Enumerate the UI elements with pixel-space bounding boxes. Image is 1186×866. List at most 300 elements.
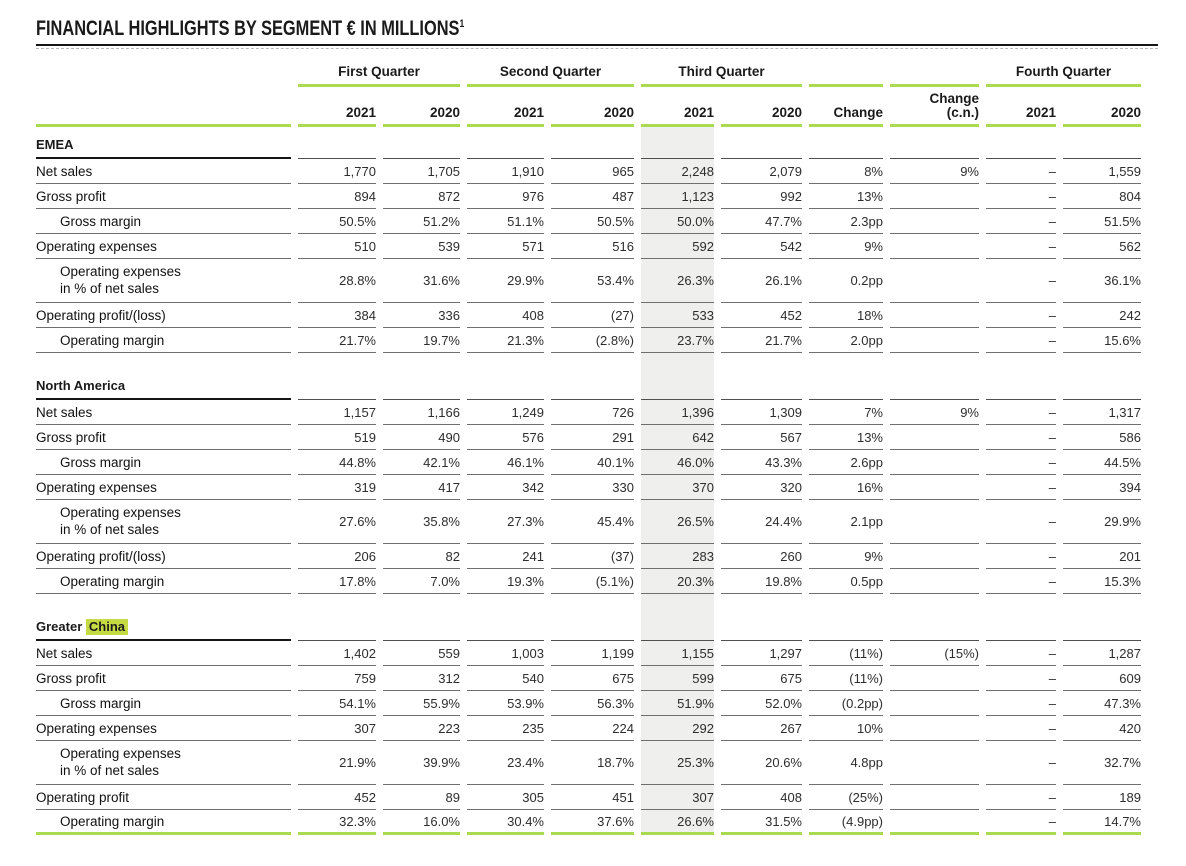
section-header-cell xyxy=(890,127,979,159)
value-cell: 27.3% xyxy=(467,500,544,544)
value-cell: 26.1% xyxy=(721,259,802,303)
value-cell: 19.7% xyxy=(383,328,460,353)
table-row xyxy=(36,400,1141,425)
value-cell: 1,297 xyxy=(721,641,802,666)
value-cell: 15.6% xyxy=(1063,328,1141,353)
value-cell: 30.4% xyxy=(467,810,544,835)
value-cell: 292 xyxy=(641,716,714,741)
value-cell: 320 xyxy=(721,475,802,500)
row-label: Operating margin xyxy=(36,810,291,835)
value-cell: 44.5% xyxy=(1063,450,1141,475)
section-header-cell xyxy=(721,368,802,400)
value-cell: 267 xyxy=(721,716,802,741)
value-cell: – xyxy=(986,159,1056,184)
value-cell: – xyxy=(986,785,1056,810)
value-cell: (2.8%) xyxy=(551,328,634,353)
spacer-cell xyxy=(383,353,460,368)
value-cell xyxy=(890,303,979,328)
value-cell: 21.9% xyxy=(298,741,376,785)
section-name xyxy=(36,368,291,400)
section-name-highlight: China xyxy=(86,619,128,635)
page-title-text: FINANCIAL HIGHLIGHTS BY SEGMENT € IN MILLIONS xyxy=(36,17,460,40)
value-cell: 23.4% xyxy=(467,741,544,785)
value-cell: – xyxy=(986,259,1056,303)
section-header-cell xyxy=(467,609,544,641)
col-q3-2020: 2020 xyxy=(721,87,802,127)
table-row xyxy=(36,475,1141,500)
value-cell: 24.4% xyxy=(721,500,802,544)
value-cell: 28.8% xyxy=(298,259,376,303)
value-cell: 235 xyxy=(467,716,544,741)
spacer-cell xyxy=(721,594,802,609)
value-cell: 452 xyxy=(298,785,376,810)
value-cell xyxy=(890,259,979,303)
section-header-row xyxy=(36,368,1141,400)
value-cell: 1,910 xyxy=(467,159,544,184)
table-row xyxy=(36,666,1141,691)
value-cell: 224 xyxy=(551,716,634,741)
section-header-cell xyxy=(551,127,634,159)
value-cell: – xyxy=(986,303,1056,328)
spacer-cell xyxy=(467,594,544,609)
corner-cell xyxy=(36,57,291,87)
section-header-cell xyxy=(721,127,802,159)
value-cell: (27) xyxy=(551,303,634,328)
value-cell xyxy=(890,716,979,741)
value-cell: 1,166 xyxy=(383,400,460,425)
row-label xyxy=(36,500,291,544)
row-label-line1: Operating expenses xyxy=(60,505,181,520)
value-cell: 2.0pp xyxy=(809,328,883,353)
spacer-cell xyxy=(551,353,634,368)
value-cell: 420 xyxy=(1063,716,1141,741)
section-header-cell xyxy=(383,127,460,159)
value-cell: 976 xyxy=(467,184,544,209)
value-cell xyxy=(890,691,979,716)
value-cell: 50.0% xyxy=(641,209,714,234)
value-cell: – xyxy=(986,691,1056,716)
value-cell: 242 xyxy=(1063,303,1141,328)
value-cell: (0.2pp) xyxy=(809,691,883,716)
value-cell: 1,402 xyxy=(298,641,376,666)
value-cell: 9% xyxy=(890,159,979,184)
section-header-cell xyxy=(551,609,634,641)
spacer-cell xyxy=(641,594,714,609)
section-header-row xyxy=(36,127,1141,159)
spacer-cell xyxy=(467,353,544,368)
value-cell: 804 xyxy=(1063,184,1141,209)
value-cell: – xyxy=(986,450,1056,475)
table-row xyxy=(36,810,1141,835)
value-cell: – xyxy=(986,716,1056,741)
value-cell: 29.9% xyxy=(467,259,544,303)
value-cell: 40.1% xyxy=(551,450,634,475)
value-cell xyxy=(890,328,979,353)
row-label: Gross margin xyxy=(36,209,291,234)
col-q1-2020: 2020 xyxy=(383,87,460,127)
value-cell: 0.2pp xyxy=(809,259,883,303)
value-cell: – xyxy=(986,569,1056,594)
value-cell: 307 xyxy=(641,785,714,810)
value-cell: 46.1% xyxy=(467,450,544,475)
value-cell: 452 xyxy=(721,303,802,328)
value-cell: 490 xyxy=(383,425,460,450)
row-label: Operating profit xyxy=(36,785,291,810)
segment-financials-table xyxy=(29,57,1148,835)
group-first-quarter: First Quarter xyxy=(298,57,460,87)
row-label xyxy=(36,259,291,303)
value-cell: 26.3% xyxy=(641,259,714,303)
value-cell: – xyxy=(986,666,1056,691)
value-cell: 370 xyxy=(641,475,714,500)
value-cell: 1,705 xyxy=(383,159,460,184)
value-cell: 2.6pp xyxy=(809,450,883,475)
value-cell: 223 xyxy=(383,716,460,741)
table-row xyxy=(36,234,1141,259)
value-cell: 539 xyxy=(383,234,460,259)
value-cell: 675 xyxy=(551,666,634,691)
value-cell: 206 xyxy=(298,544,376,569)
value-cell: (4.9pp) xyxy=(809,810,883,835)
value-cell: 23.7% xyxy=(641,328,714,353)
section-spacer xyxy=(36,353,1141,368)
row-label: Gross profit xyxy=(36,184,291,209)
value-cell: 2,248 xyxy=(641,159,714,184)
value-cell: 52.0% xyxy=(721,691,802,716)
value-cell: 51.1% xyxy=(467,209,544,234)
value-cell: 609 xyxy=(1063,666,1141,691)
row-label: Net sales xyxy=(36,400,291,425)
section-header-cell xyxy=(298,609,376,641)
value-cell: 510 xyxy=(298,234,376,259)
value-cell: 872 xyxy=(383,184,460,209)
value-cell: 27.6% xyxy=(298,500,376,544)
value-cell: 336 xyxy=(383,303,460,328)
value-cell: 10% xyxy=(809,716,883,741)
table-row xyxy=(36,691,1141,716)
value-cell: 992 xyxy=(721,184,802,209)
value-cell: 51.2% xyxy=(383,209,460,234)
col-q2-2021: 2021 xyxy=(467,87,544,127)
value-cell: 13% xyxy=(809,425,883,450)
value-cell: – xyxy=(986,328,1056,353)
value-cell: 8% xyxy=(809,159,883,184)
value-cell: 46.0% xyxy=(641,450,714,475)
value-cell: 1,157 xyxy=(298,400,376,425)
table-row xyxy=(36,328,1141,353)
value-cell: 319 xyxy=(298,475,376,500)
value-cell xyxy=(890,425,979,450)
row-label-line1: Operating expenses xyxy=(60,746,181,761)
table-row xyxy=(36,785,1141,810)
value-cell: 39.9% xyxy=(383,741,460,785)
value-cell: 19.8% xyxy=(721,569,802,594)
value-cell xyxy=(890,810,979,835)
value-cell: 20.6% xyxy=(721,741,802,785)
value-cell: 562 xyxy=(1063,234,1141,259)
value-cell: 384 xyxy=(298,303,376,328)
spacer-cell xyxy=(809,353,883,368)
row-label: Operating expenses xyxy=(36,716,291,741)
value-cell: 37.6% xyxy=(551,810,634,835)
value-cell: 540 xyxy=(467,666,544,691)
col-change: Change xyxy=(809,87,883,127)
value-cell: 54.1% xyxy=(298,691,376,716)
value-cell: (5.1%) xyxy=(551,569,634,594)
title-rule-secondary xyxy=(36,48,1158,49)
table-row xyxy=(36,259,1141,303)
table-row xyxy=(36,741,1141,785)
row-label-line2: in % of net sales xyxy=(60,521,160,537)
value-cell: 29.9% xyxy=(1063,500,1141,544)
value-cell: 1,309 xyxy=(721,400,802,425)
value-cell xyxy=(890,569,979,594)
quarter-group-row xyxy=(36,57,1141,87)
group-second-quarter: Second Quarter xyxy=(467,57,634,87)
value-cell: 567 xyxy=(721,425,802,450)
value-cell xyxy=(890,184,979,209)
value-cell: 44.8% xyxy=(298,450,376,475)
value-cell: – xyxy=(986,475,1056,500)
col-change-cn-line1: Change xyxy=(929,91,979,106)
section-header-cell xyxy=(298,368,376,400)
value-cell xyxy=(890,785,979,810)
value-cell: 25.3% xyxy=(641,741,714,785)
value-cell: 260 xyxy=(721,544,802,569)
page-title-footnote: 1 xyxy=(459,18,465,30)
value-cell: 642 xyxy=(641,425,714,450)
section-header-cell xyxy=(551,368,634,400)
value-cell: 36.1% xyxy=(1063,259,1141,303)
row-label: Net sales xyxy=(36,159,291,184)
col-change-cn-line2: (c.n.) xyxy=(946,105,979,120)
section-header-cell xyxy=(298,127,376,159)
value-cell: (25%) xyxy=(809,785,883,810)
value-cell: 1,123 xyxy=(641,184,714,209)
value-cell: 1,003 xyxy=(467,641,544,666)
value-cell: 599 xyxy=(641,666,714,691)
section-header-cell xyxy=(986,609,1056,641)
table-row xyxy=(36,500,1141,544)
value-cell: 51.5% xyxy=(1063,209,1141,234)
row-label: Gross margin xyxy=(36,691,291,716)
table-row xyxy=(36,641,1141,666)
value-cell: 19.3% xyxy=(467,569,544,594)
table-row xyxy=(36,544,1141,569)
section-name xyxy=(36,609,291,641)
section-header-cell xyxy=(383,609,460,641)
value-cell: – xyxy=(986,425,1056,450)
value-cell: 47.3% xyxy=(1063,691,1141,716)
value-cell: 9% xyxy=(809,234,883,259)
value-cell: 1,396 xyxy=(641,400,714,425)
spacer-cell xyxy=(551,594,634,609)
value-cell: 576 xyxy=(467,425,544,450)
row-label: Gross margin xyxy=(36,450,291,475)
col-q1-2021: 2021 xyxy=(298,87,376,127)
value-cell: 201 xyxy=(1063,544,1141,569)
value-cell xyxy=(890,666,979,691)
value-cell xyxy=(890,475,979,500)
value-cell: 15.3% xyxy=(1063,569,1141,594)
value-cell: 26.6% xyxy=(641,810,714,835)
value-cell: 51.9% xyxy=(641,691,714,716)
section-header-row xyxy=(36,609,1141,641)
row-label: Operating margin xyxy=(36,569,291,594)
value-cell: 16% xyxy=(809,475,883,500)
table-header xyxy=(36,57,1141,127)
value-cell: 7% xyxy=(809,400,883,425)
value-cell: 592 xyxy=(641,234,714,259)
label-column-header xyxy=(36,87,291,127)
section-header-cell xyxy=(890,368,979,400)
value-cell: – xyxy=(986,741,1056,785)
section-header-cell xyxy=(986,127,1056,159)
spacer-cell xyxy=(298,353,376,368)
table-body xyxy=(36,127,1141,835)
page-title xyxy=(36,12,911,41)
value-cell: – xyxy=(986,234,1056,259)
value-cell: 1,287 xyxy=(1063,641,1141,666)
spacer-cell xyxy=(890,594,979,609)
spacer-cell xyxy=(383,594,460,609)
spacer-cell xyxy=(641,353,714,368)
col-q4-2020: 2020 xyxy=(1063,87,1141,127)
section-header-cell xyxy=(467,127,544,159)
value-cell: 56.3% xyxy=(551,691,634,716)
row-label: Operating margin xyxy=(36,328,291,353)
value-cell: (11%) xyxy=(809,666,883,691)
section-header-cell xyxy=(986,368,1056,400)
section-header-cell xyxy=(1063,368,1141,400)
spacer-cell xyxy=(1063,594,1141,609)
value-cell: – xyxy=(986,184,1056,209)
value-cell: 291 xyxy=(551,425,634,450)
spacer-cell xyxy=(36,353,291,368)
table-row xyxy=(36,209,1141,234)
section-header-cell xyxy=(641,368,714,400)
spacer-cell xyxy=(986,353,1056,368)
title-rule xyxy=(36,44,1158,46)
value-cell: 13% xyxy=(809,184,883,209)
spacer-cell xyxy=(721,353,802,368)
value-cell: 50.5% xyxy=(551,209,634,234)
spacer-cell xyxy=(890,353,979,368)
value-cell: 21.7% xyxy=(298,328,376,353)
col-change-cn xyxy=(890,87,979,127)
table-row xyxy=(36,159,1141,184)
section-header-cell xyxy=(641,609,714,641)
value-cell: (37) xyxy=(551,544,634,569)
table-row xyxy=(36,425,1141,450)
value-cell: 1,770 xyxy=(298,159,376,184)
group-change-cn-rule xyxy=(890,57,979,87)
value-cell: 559 xyxy=(383,641,460,666)
value-cell: 53.4% xyxy=(551,259,634,303)
value-cell xyxy=(890,450,979,475)
value-cell: 571 xyxy=(467,234,544,259)
value-cell: 82 xyxy=(383,544,460,569)
value-cell: 42.1% xyxy=(383,450,460,475)
value-cell: 47.7% xyxy=(721,209,802,234)
value-cell: 53.9% xyxy=(467,691,544,716)
value-cell: 1,249 xyxy=(467,400,544,425)
value-cell: 1,199 xyxy=(551,641,634,666)
value-cell: 7.0% xyxy=(383,569,460,594)
value-cell: 21.3% xyxy=(467,328,544,353)
row-label: Operating profit/(loss) xyxy=(36,303,291,328)
value-cell: 43.3% xyxy=(721,450,802,475)
section-header-cell xyxy=(467,368,544,400)
spacer-cell xyxy=(1063,353,1141,368)
table-row xyxy=(36,184,1141,209)
col-q3-2021: 2021 xyxy=(641,87,714,127)
value-cell: 35.8% xyxy=(383,500,460,544)
value-cell: – xyxy=(986,209,1056,234)
value-cell: 408 xyxy=(721,785,802,810)
col-q2-2020: 2020 xyxy=(551,87,634,127)
value-cell xyxy=(890,209,979,234)
value-cell: 31.6% xyxy=(383,259,460,303)
value-cell xyxy=(890,544,979,569)
section-header-cell xyxy=(641,127,714,159)
year-header-row xyxy=(36,87,1141,127)
group-third-quarter: Third Quarter xyxy=(641,57,802,87)
section-name-text: North America xyxy=(36,378,126,393)
section-name-text: Greater xyxy=(36,619,86,634)
value-cell: – xyxy=(986,544,1056,569)
value-cell: 21.7% xyxy=(721,328,802,353)
value-cell: 9% xyxy=(890,400,979,425)
table-row xyxy=(36,716,1141,741)
section-header-cell xyxy=(890,609,979,641)
value-cell: 417 xyxy=(383,475,460,500)
value-cell: 1,559 xyxy=(1063,159,1141,184)
value-cell: 32.7% xyxy=(1063,741,1141,785)
value-cell: 586 xyxy=(1063,425,1141,450)
table-row xyxy=(36,569,1141,594)
value-cell: 50.5% xyxy=(298,209,376,234)
value-cell: 305 xyxy=(467,785,544,810)
row-label xyxy=(36,741,291,785)
value-cell: 241 xyxy=(467,544,544,569)
value-cell: 307 xyxy=(298,716,376,741)
value-cell: 16.0% xyxy=(383,810,460,835)
value-cell: – xyxy=(986,500,1056,544)
section-header-cell xyxy=(809,609,883,641)
value-cell: 17.8% xyxy=(298,569,376,594)
section-spacer xyxy=(36,594,1141,609)
value-cell: 89 xyxy=(383,785,460,810)
table-row xyxy=(36,303,1141,328)
value-cell: 2,079 xyxy=(721,159,802,184)
group-change-rule xyxy=(809,57,883,87)
value-cell: 14.7% xyxy=(1063,810,1141,835)
section-name-text: EMEA xyxy=(36,137,74,152)
value-cell: 32.3% xyxy=(298,810,376,835)
table-row xyxy=(36,450,1141,475)
value-cell: 0.5pp xyxy=(809,569,883,594)
value-cell: 20.3% xyxy=(641,569,714,594)
value-cell: 342 xyxy=(467,475,544,500)
value-cell xyxy=(890,234,979,259)
value-cell: 516 xyxy=(551,234,634,259)
row-label: Net sales xyxy=(36,641,291,666)
value-cell: 18.7% xyxy=(551,741,634,785)
value-cell: – xyxy=(986,400,1056,425)
value-cell: 394 xyxy=(1063,475,1141,500)
value-cell: 312 xyxy=(383,666,460,691)
